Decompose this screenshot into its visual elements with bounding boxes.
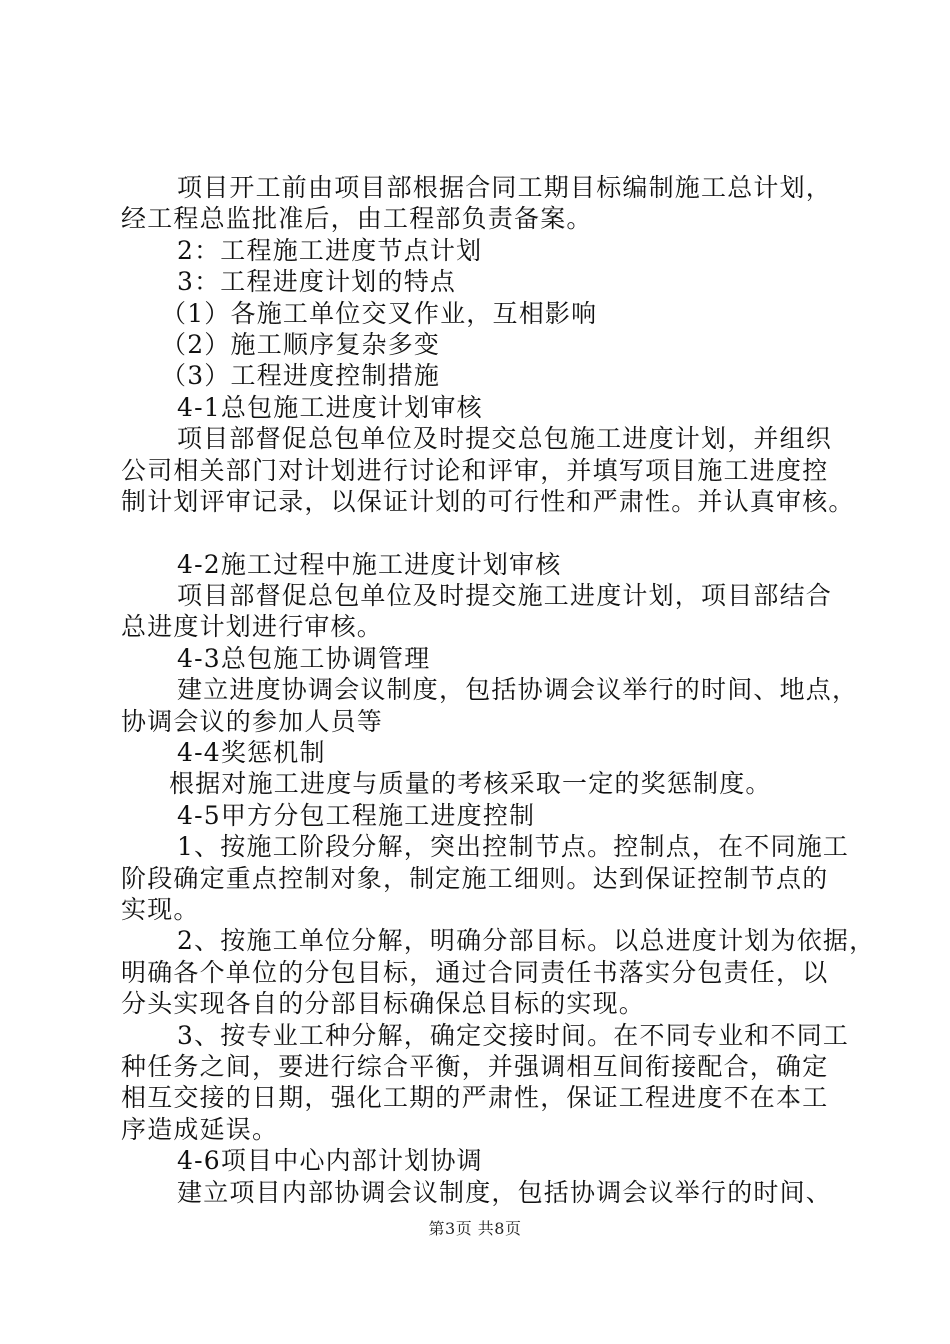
section-heading: 2：工程施工进度节点计划: [177, 235, 483, 265]
subsection-heading: 4-5甲方分包工程施工进度控制: [177, 800, 536, 830]
paragraph-line: 经工程总监批准后，由工程部负责备案。: [121, 204, 593, 234]
subsection-heading: 4-6项目中心内部计划协调: [177, 1146, 483, 1176]
list-item: （1）各施工单位交叉作业，互相影响: [161, 298, 598, 328]
paragraph-line: 2、按施工单位分解，明确分部目标。以总进度计划为依据，: [177, 926, 876, 956]
paragraph-line: 序造成延误。: [121, 1114, 279, 1144]
paragraph-line: 相互交接的日期，强化工期的严肃性，保证工程进度不在本工: [121, 1083, 829, 1113]
paragraph-line: 建立项目内部协调会议制度，包括协调会议举行的时间、: [177, 1177, 833, 1207]
paragraph-line: 阶段确定重点控制对象，制定施工细则。达到保证控制节点的: [121, 863, 829, 893]
paragraph-line: 公司相关部门对计划进行讨论和评审，并填写项目施工进度控: [121, 455, 829, 485]
paragraph-line: 项目部督促总包单位及时提交总包施工进度计划，并组织: [177, 424, 833, 454]
paragraph-line: 3、按专业工种分解，确定交接时间。在不同专业和不同工: [177, 1020, 850, 1050]
list-item: （2）施工顺序复杂多变: [161, 329, 441, 359]
paragraph-line: 项目部督促总包单位及时提交施工进度计划，项目部结合: [177, 581, 833, 611]
list-item: （3）工程进度控制措施: [161, 361, 441, 391]
section-heading: 3：工程进度计划的特点: [177, 267, 457, 297]
paragraph-line: 建立进度协调会议制度，包括协调会议举行的时间、地点，: [177, 675, 859, 705]
subsection-heading: 4-1总包施工进度计划审核: [177, 392, 483, 422]
page-number-footer: 第3页 共8页: [428, 1219, 522, 1238]
paragraph-line: 根据对施工进度与质量的考核采取一定的奖惩制度。: [169, 769, 772, 799]
blank-line: [121, 517, 831, 548]
subsection-heading: 4-3总包施工协调管理: [177, 643, 431, 673]
subsection-heading: 4-2施工过程中施工进度计划审核: [177, 549, 562, 579]
paragraph-line: 明确各个单位的分包目标，通过合同责任书落实分包责任，以: [121, 957, 829, 987]
paragraph-line: 实现。: [121, 894, 200, 924]
paragraph-line: 总进度计划进行审核。: [121, 612, 384, 642]
document-body: [121, 172, 876, 1208]
paragraph-line: 1、按施工阶段分解，突出控制节点。控制点，在不同施工: [177, 832, 850, 862]
paragraph-line: 分头实现各自的分部目标确保总目标的实现。: [121, 989, 646, 1019]
paragraph-line: 项目开工前由项目部根据合同工期目标编制施工总计划，: [177, 173, 833, 202]
subsection-heading: 4-4奖惩机制: [177, 738, 326, 768]
paragraph-line: 种任务之间，要进行综合平衡，并强调相互间衔接配合，确定: [121, 1051, 829, 1081]
paragraph-line: 协调会议的参加人员等: [121, 706, 384, 736]
paragraph-line: 制计划评审记录，以保证计划的可行性和严肃性。并认真审核。: [121, 486, 855, 516]
